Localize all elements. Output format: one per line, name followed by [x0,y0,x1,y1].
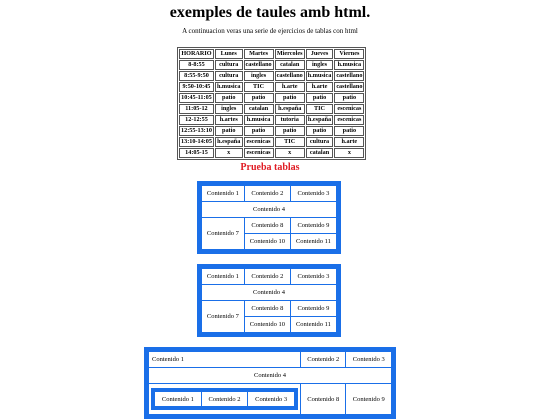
schedule-cell: patio [306,93,334,103]
schedule-header-cell: Viernes [334,49,364,59]
cell-contenido-4: Contenido 4 [200,285,339,301]
schedule-time-cell: 10:45-11:05 [179,93,214,103]
schedule-cell: escenicas [244,148,274,158]
schedule-cell: x [215,148,243,158]
schedule-row [179,71,364,81]
schedule-header-cell: Miercoles [275,49,305,59]
schedule-cell: h.musica [216,83,241,90]
cell-contenido-2: Contenido 2 [301,350,346,368]
schedule-row [179,104,364,114]
schedule-cell: ingles [244,71,274,81]
schedule-cell: patio [306,126,334,136]
page-subtitle: A continuacion veras una serie de ejercicios de tablas con html [182,27,358,35]
cell-contenido-8: Contenido 8 [244,301,290,317]
schedule-cell: cultura [215,60,243,70]
cell-contenido-2: Contenido 2 [201,390,247,408]
schedule-cell: patio [275,126,305,136]
cell-contenido-11: Contenido 11 [290,234,338,252]
cell-contenido-1: Contenido 1 [200,267,245,285]
schedule-time-cell: 14:05-15 [179,148,214,158]
cell-contenido-1: Contenido 1 [147,350,301,368]
schedule-table [177,47,366,160]
schedule-cell: tutoria [275,115,305,125]
demo-table-2 [197,264,341,337]
page-title: exemples de taules amb html. [169,4,371,21]
schedule-time-cell: 13:10-14:05 [181,138,212,145]
cell-contenido-11: Contenido 11 [290,317,338,335]
schedule-cell: patio [244,93,274,103]
schedule-row [179,82,364,92]
schedule-cell: catalan [306,148,334,158]
cell-contenido-9: Contenido 9 [290,301,338,317]
schedule-cell: patio [215,93,243,103]
schedule-time-cell: 12-12:55 [179,115,214,125]
nested-table-cell [147,384,301,417]
schedule-row [179,60,364,70]
schedule-cell: escenicas [334,115,364,125]
cell-contenido-3: Contenido 3 [290,184,338,202]
cell-contenido-8: Contenido 8 [301,384,346,417]
cell-contenido-2: Contenido 2 [244,184,290,202]
cell-contenido-7: Contenido 7 [200,218,245,252]
schedule-cell: h.musica [334,60,364,70]
schedule-header-cell: Jueves [306,49,334,59]
cell-contenido-3: Contenido 3 [346,350,394,368]
schedule-cell: ingles [306,60,334,70]
cell-contenido-10: Contenido 10 [244,234,290,252]
cell-contenido-10: Contenido 10 [244,317,290,335]
schedule-time-cell: 8-8:55 [179,60,214,70]
schedule-cell: castellano [336,83,363,90]
schedule-cell: patio [334,126,364,136]
schedule-time-cell: 12:55-13:10 [181,127,212,134]
schedule-cell: ingles [215,104,243,114]
schedule-cell: escenicas [244,137,274,147]
schedule-cell: h.españa [215,137,243,147]
schedule-time-cell: 8:55-9:50 [179,71,214,81]
cell-contenido-2: Contenido 2 [244,267,290,285]
schedule-row [179,148,364,158]
cell-contenido-8: Contenido 8 [244,218,290,234]
schedule-cell: TIC [306,104,334,114]
schedule-cell: castellano [245,61,272,68]
schedule-cell: TIC [244,82,274,92]
schedule-cell: catalan [244,104,274,114]
cell-contenido-9: Contenido 9 [346,384,394,417]
schedule-header-cell: HORARIO [179,49,214,59]
schedule-header-cell: Lunes [215,49,243,59]
schedule-cell: patio [244,126,274,136]
schedule-row [179,115,364,125]
schedule-cell: patio [215,126,243,136]
schedule-cell: TIC [275,137,305,147]
schedule-cell: castellano [336,72,363,79]
cell-contenido-1: Contenido 1 [153,390,201,408]
schedule-header-row [179,49,364,59]
demo-table-3 [144,347,396,419]
schedule-row [179,126,364,136]
schedule-cell: x [275,148,305,158]
schedule-cell: catalan [275,60,305,70]
schedule-row [179,137,364,147]
schedule-time-cell: 9:50-10:45 [179,82,214,92]
cell-contenido-7: Contenido 7 [200,301,245,335]
schedule-cell: h.españa [275,104,305,114]
schedule-cell: h.arte [334,137,364,147]
demo-table-1 [197,181,341,254]
schedule-cell: patio [275,93,305,103]
schedule-cell: h.musica [307,72,332,79]
schedule-row [179,93,364,103]
cell-contenido-3: Contenido 3 [248,390,296,408]
nested-table [151,388,298,410]
schedule-cell: castellano [276,72,303,79]
cell-contenido-4: Contenido 4 [200,202,339,218]
schedule-cell: h.españa [306,115,334,125]
cell-contenido-4: Contenido 4 [147,368,394,384]
schedule-cell: h.musica [244,115,274,125]
schedule-header-cell: Martes [244,49,274,59]
schedule-cell: cultura [306,137,334,147]
schedule-cell: h.artes [215,115,243,125]
schedule-cell: h.arte [306,82,334,92]
schedule-cell: h.arte [275,82,305,92]
cell-contenido-9: Contenido 9 [290,218,338,234]
cell-contenido-3: Contenido 3 [290,267,338,285]
schedule-cell: x [334,148,364,158]
schedule-cell: escenicas [334,104,364,114]
section-title: Prueba tablas [240,162,300,173]
schedule-time-cell: 11:05-12 [179,104,214,114]
schedule-cell: patio [334,93,364,103]
cell-contenido-1: Contenido 1 [200,184,245,202]
schedule-cell: cultura [215,71,243,81]
